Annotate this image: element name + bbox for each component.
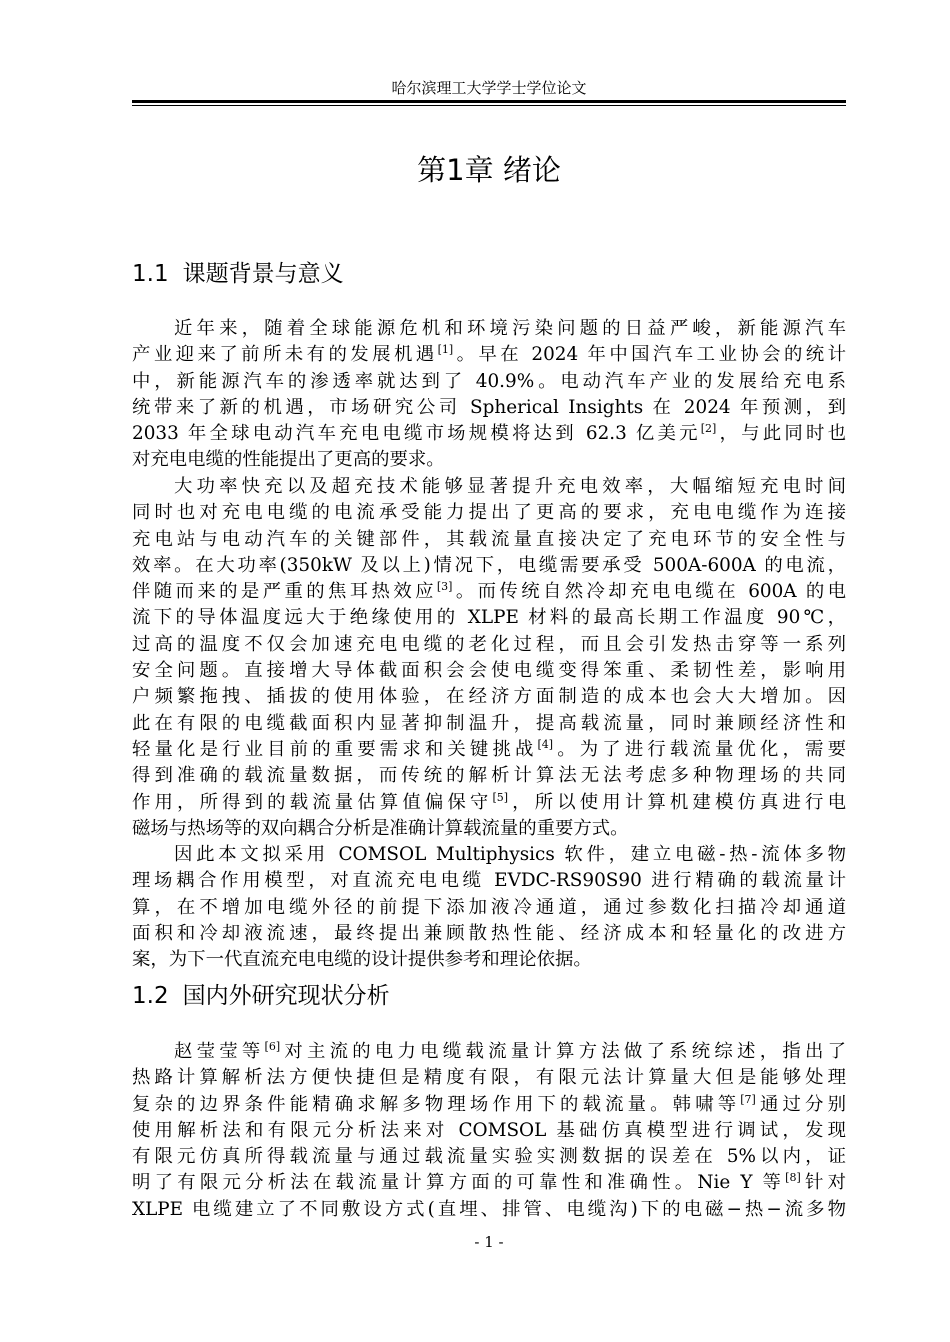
text-line: 过高的温度不仅会加速充电电缆的老化过程，而且会引发热击穿等一系列 (132, 633, 846, 655)
page-number: - 1 - (474, 1233, 504, 1251)
text-line: 统带来了新的机遇，市场研究公司 Spherical Insights 在 2024 年预测，到 (132, 396, 846, 418)
header-rule-thin (132, 105, 846, 106)
citation: [3] (436, 580, 453, 594)
citation: [5] (492, 790, 509, 804)
text-line: 复杂的边界条件能精确求解多物理场作用下的载流量。韩啸等[7]通过分别 (132, 1092, 846, 1115)
text-line: 因此本文拟采用 COMSOL Multiphysics 软件，建立电磁-热-流体多物 (174, 844, 846, 865)
text-line: 充电站与电动汽车的关键部件，其载流量直接决定了充电环节的安全性与 (132, 528, 846, 550)
section-title-text: 国内外研究现状分析 (182, 983, 390, 1009)
running-header: 哈尔滨理工大学学士学位论文 (391, 79, 587, 97)
text-line: 得到准确的载流量数据，而传统的解析计算法无法考虑多种物理场的共同 (132, 765, 846, 787)
text-line: 算，在不增加电缆外径的前提下添加液冷通道，通过参数化扫描冷却通道 (132, 896, 846, 918)
text-line: 同时也对充电电缆的电流承受能力提出了更高的要求，充电电缆作为连接 (132, 502, 846, 524)
citation: [8] (785, 1171, 801, 1185)
text-line: 理场耦合作用模型，对直流充电电缆 EVDC-RS90S90 进行精确的载流量计 (132, 870, 846, 892)
text-line: 有限元仿真所得载流量与通过载流量实验实测数据的误差在 5%以内，证 (132, 1146, 846, 1168)
citation: [1] (437, 343, 454, 357)
text-line: 效率。在大功率(350kW 及以上)情况下，电缆需要承受 500A-600A 的电流， (132, 554, 846, 576)
text-line: 面积和冷却液流速，最终提出兼顾散热性能、经济成本和轻量化的改进方 (132, 922, 846, 944)
chapter-title: 第1章 绪论 (417, 153, 561, 187)
text-line: 近年来，随着全球能源危机和环境污染问题的日益严峻，新能源汽车 (174, 318, 846, 339)
text-line: 对充电电缆的性能提出了更高的要求。 (132, 449, 445, 471)
citation: [7] (740, 1092, 756, 1106)
text-line: 伴随而来的是严重的焦耳热效应[3]。而传统自然冷却充电电缆在 600A 的电 (132, 580, 846, 603)
paragraph-4 (132, 1039, 846, 1223)
section-heading-1-2 (132, 980, 390, 1012)
text-line: 安全问题。直接增大导体截面积会会使电缆变得笨重、柔韧性差，影响用 (132, 660, 846, 682)
text-line: 磁场与热场等的双向耦合分析是准确计算载流量的重要方式。 (132, 817, 629, 839)
section-title-text: 课题背景与意义 (182, 261, 344, 287)
header-rule-thick (132, 100, 846, 103)
paragraph-1 (132, 316, 846, 474)
citation: [4] (537, 737, 554, 751)
text-line: 轻量化是行业目前的重要需求和关键挑战[4]。为了进行载流量优化，需要 (132, 737, 846, 760)
text-line: XLPE 电缆建立了不同敷设方式(直埋、排管、电缆沟)下的电磁−热−流多物 (132, 1198, 846, 1220)
text-line: 此在有限的电缆截面积内显著抑制温升，提高载流量，同时兼顾经济性和 (132, 712, 846, 734)
text-line: 户频繁拖拽、插拔的使用体验，在经济方面制造的成本也会大大增加。因 (132, 686, 846, 708)
text-line: 热路计算解析法方便快捷但是精度有限，有限元法计算量大但是能够处理 (132, 1067, 846, 1089)
text-line: 使用解析法和有限元分析法来对 COMSOL 基础仿真模型进行调试，发现 (132, 1119, 846, 1141)
citation: [6] (264, 1039, 281, 1053)
text-line: 赵莹莹等[6]对主流的电力电缆载流量计算方法做了系统综述，指出了 (174, 1039, 846, 1062)
section-heading-1-1 (132, 258, 344, 290)
text-line: 案，为下一代直流充电电缆的设计提供参考和理论依据。 (132, 949, 592, 971)
text-line: 明了有限元分析法在载流量计算方面的可靠性和准确性。Nie Y 等[8]针对 (132, 1171, 846, 1194)
text-line: 2033 年全球电动汽车充电电缆市场规模将达到 62.3 亿美元[2]，与此同时也 (132, 422, 846, 445)
paragraph-3 (132, 842, 846, 973)
text-line: 产业迎来了前所未有的发展机遇[1]。早在 2024 年中国汽车工业协会的统计 (132, 343, 846, 366)
citation: [2] (700, 422, 717, 436)
section-number: 1.1 (132, 261, 169, 287)
text-line: 流下的导体温度远大于绝缘使用的 XLPE 材料的最高长期工作温度 90℃， (132, 607, 846, 629)
text-line: 中，新能源汽车的渗透率就达到了 40.9%。电动汽车产业的发展给充电系 (132, 370, 846, 392)
text-line: 作用，所得到的载流量估算值偏保守[5]，所以使用计算机建模仿真进行电 (132, 790, 846, 813)
paragraph-2 (132, 474, 846, 842)
section-number: 1.2 (132, 983, 169, 1009)
text-line: 大功率快充以及超充技术能够显著提升充电效率，大幅缩短充电时间 (174, 476, 846, 497)
